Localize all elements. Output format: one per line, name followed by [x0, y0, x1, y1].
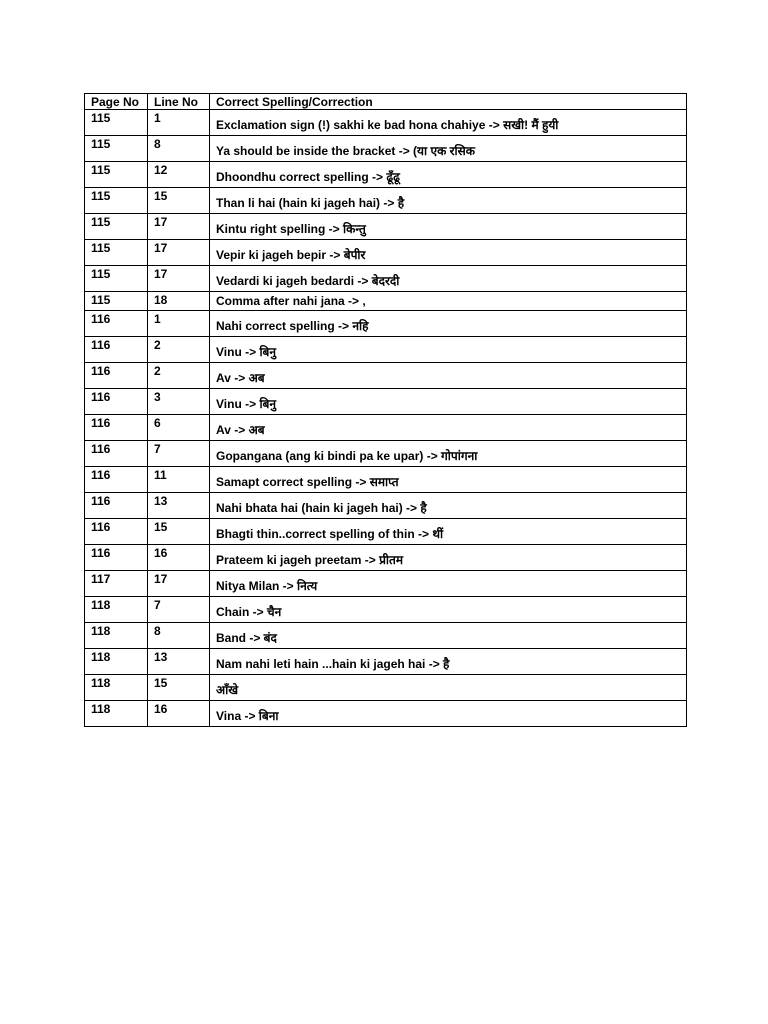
cell-line-no: 17 — [148, 240, 210, 266]
cell-correction: Nam nahi leti hain ...hain ki jageh hai -> है — [210, 649, 687, 675]
cell-correction: आँखे — [210, 675, 687, 701]
cell-line-no: 6 — [148, 415, 210, 441]
cell-correction: Vepir ki jageh bepir -> बेपीर — [210, 240, 687, 266]
header-line-no: Line No — [148, 94, 210, 110]
cell-page-no: 116 — [85, 441, 148, 467]
cell-correction: Gopangana (ang ki bindi pa ke upar) -> गोपांगना — [210, 441, 687, 467]
cell-line-no: 17 — [148, 266, 210, 292]
cell-correction: Vedardi ki jageh bedardi -> बेदरदी — [210, 266, 687, 292]
cell-line-no: 18 — [148, 292, 210, 311]
table-row — [85, 136, 687, 162]
cell-line-no: 11 — [148, 467, 210, 493]
table-row — [85, 110, 687, 136]
cell-line-no: 1 — [148, 110, 210, 136]
cell-page-no: 118 — [85, 701, 148, 727]
cell-page-no: 116 — [85, 389, 148, 415]
cell-line-no: 1 — [148, 311, 210, 337]
cell-line-no: 16 — [148, 701, 210, 727]
table-row — [85, 493, 687, 519]
cell-line-no: 2 — [148, 363, 210, 389]
cell-line-no: 3 — [148, 389, 210, 415]
cell-page-no: 118 — [85, 675, 148, 701]
errata-table — [84, 93, 687, 727]
cell-page-no: 116 — [85, 337, 148, 363]
cell-line-no: 2 — [148, 337, 210, 363]
cell-page-no: 115 — [85, 240, 148, 266]
cell-correction: Vinu -> बिनु — [210, 389, 687, 415]
table-row — [85, 214, 687, 240]
cell-correction: Band -> बंद — [210, 623, 687, 649]
table-row — [85, 337, 687, 363]
header-page-no: Page No — [85, 94, 148, 110]
cell-correction: Ya should be inside the bracket -> (या एक रसिक — [210, 136, 687, 162]
cell-correction: Nitya Milan -> नित्य — [210, 571, 687, 597]
table-row — [85, 571, 687, 597]
cell-page-no: 118 — [85, 649, 148, 675]
cell-correction: Vina -> बिना — [210, 701, 687, 727]
errata-table-body — [85, 110, 687, 727]
cell-correction: Comma after nahi jana -> , — [210, 292, 687, 311]
table-row — [85, 701, 687, 727]
table-row — [85, 623, 687, 649]
cell-correction: Bhagti thin..correct spelling of thin -> थीं — [210, 519, 687, 545]
cell-correction: Samapt correct spelling -> समाप्त — [210, 467, 687, 493]
cell-line-no: 17 — [148, 214, 210, 240]
cell-page-no: 116 — [85, 311, 148, 337]
table-row — [85, 415, 687, 441]
cell-correction: Chain -> चैन — [210, 597, 687, 623]
table-row — [85, 597, 687, 623]
table-row — [85, 188, 687, 214]
cell-page-no: 115 — [85, 136, 148, 162]
cell-page-no: 115 — [85, 292, 148, 311]
table-row — [85, 649, 687, 675]
header-correction: Correct Spelling/Correction — [210, 94, 687, 110]
cell-page-no: 116 — [85, 415, 148, 441]
cell-line-no: 15 — [148, 519, 210, 545]
cell-line-no: 17 — [148, 571, 210, 597]
cell-page-no: 116 — [85, 467, 148, 493]
table-row — [85, 675, 687, 701]
cell-page-no: 116 — [85, 519, 148, 545]
table-row — [85, 311, 687, 337]
table-row — [85, 389, 687, 415]
cell-page-no: 117 — [85, 571, 148, 597]
cell-correction: Exclamation sign (!) sakhi ke bad hona chahiye -> सखी! मैं हुयी — [210, 110, 687, 136]
cell-page-no: 116 — [85, 493, 148, 519]
table-row — [85, 240, 687, 266]
table-row — [85, 266, 687, 292]
table-row — [85, 467, 687, 493]
cell-page-no: 115 — [85, 214, 148, 240]
cell-correction: Prateem ki jageh preetam -> प्रीतम — [210, 545, 687, 571]
cell-line-no: 7 — [148, 441, 210, 467]
table-row — [85, 292, 687, 311]
cell-page-no: 118 — [85, 623, 148, 649]
cell-line-no: 15 — [148, 188, 210, 214]
cell-line-no: 8 — [148, 136, 210, 162]
cell-correction: Kintu right spelling -> किन्तु — [210, 214, 687, 240]
cell-line-no: 15 — [148, 675, 210, 701]
cell-page-no: 115 — [85, 266, 148, 292]
cell-correction: Than li hai (hain ki jageh hai) -> है — [210, 188, 687, 214]
cell-correction: Dhoondhu correct spelling -> ढूँढू — [210, 162, 687, 188]
cell-line-no: 8 — [148, 623, 210, 649]
cell-line-no: 13 — [148, 649, 210, 675]
table-row — [85, 519, 687, 545]
table-row — [85, 441, 687, 467]
cell-page-no: 115 — [85, 110, 148, 136]
table-row — [85, 162, 687, 188]
cell-page-no: 115 — [85, 162, 148, 188]
header-row — [85, 94, 687, 110]
cell-line-no: 13 — [148, 493, 210, 519]
cell-line-no: 12 — [148, 162, 210, 188]
cell-page-no: 116 — [85, 363, 148, 389]
cell-correction: Vinu -> बिनु — [210, 337, 687, 363]
cell-correction: Nahi bhata hai (hain ki jageh hai) -> है — [210, 493, 687, 519]
cell-line-no: 16 — [148, 545, 210, 571]
cell-correction: Av -> अब — [210, 363, 687, 389]
table-row — [85, 363, 687, 389]
cell-page-no: 116 — [85, 545, 148, 571]
cell-page-no: 115 — [85, 188, 148, 214]
cell-correction: Av -> अब — [210, 415, 687, 441]
cell-page-no: 118 — [85, 597, 148, 623]
table-row — [85, 545, 687, 571]
cell-line-no: 7 — [148, 597, 210, 623]
cell-correction: Nahi correct spelling -> नहि — [210, 311, 687, 337]
